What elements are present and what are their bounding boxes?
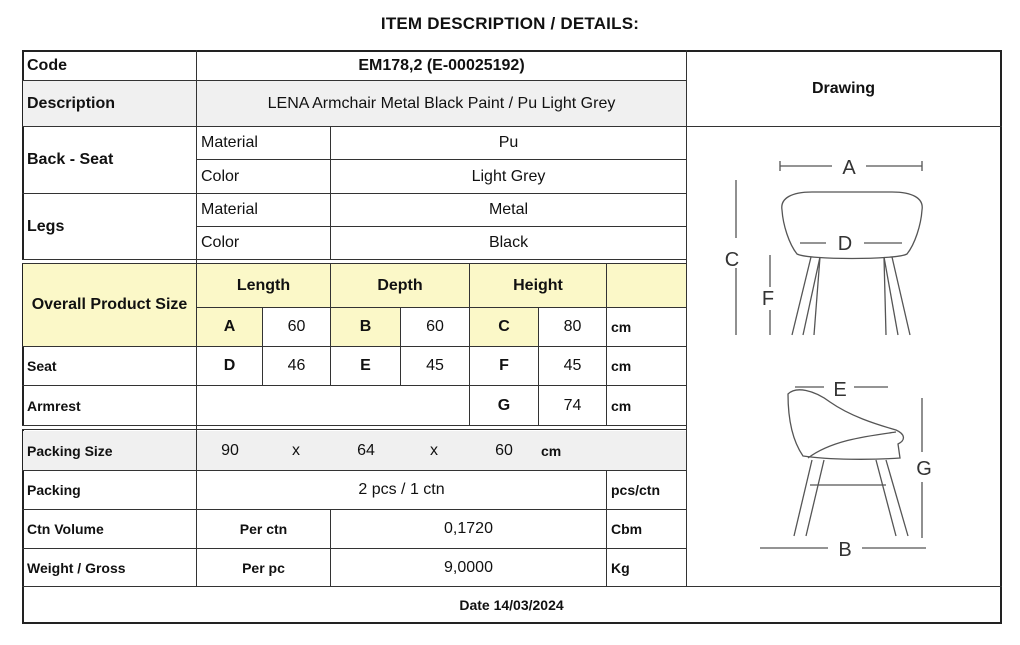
packing-width: 64 bbox=[357, 441, 375, 459]
drawing-letter-d: D bbox=[837, 233, 853, 255]
dim-f-key: F bbox=[499, 357, 509, 374]
packing-x-separator: x bbox=[430, 441, 438, 459]
overall-unit: cm bbox=[611, 319, 632, 335]
ctn-volume-per: Per ctn bbox=[239, 521, 288, 537]
dim-g-value: 74 bbox=[563, 396, 582, 414]
dim-b-value: 60 bbox=[426, 318, 444, 335]
dim-f-value: 45 bbox=[563, 357, 582, 374]
weight-unit: Kg bbox=[611, 559, 630, 576]
code-value: EM178,2 (E-00025192) bbox=[358, 57, 525, 74]
page-title: ITEM DESCRIPTION / DETAILS: bbox=[380, 14, 640, 33]
length-header: Length bbox=[197, 264, 330, 307]
packing-x-separator: x bbox=[292, 441, 300, 459]
code-label: Code bbox=[27, 57, 67, 74]
packing-unit: pcs/ctn bbox=[611, 482, 661, 498]
packing-height: 60 bbox=[495, 441, 513, 459]
drawing-label: Drawing bbox=[811, 80, 876, 97]
back-seat-label: Back - Seat bbox=[27, 151, 114, 168]
ctn-volume-value: 0,1720 bbox=[444, 520, 493, 537]
back-seat-color-label: Color bbox=[201, 167, 240, 185]
column-divider bbox=[686, 50, 687, 586]
back-seat-material: Pu bbox=[498, 134, 519, 151]
dim-d-key: D bbox=[223, 357, 236, 374]
armchair-dimension-drawing bbox=[700, 140, 990, 570]
armrest-unit: cm bbox=[611, 397, 632, 414]
description-label: Description bbox=[23, 81, 196, 126]
legs-color: Black bbox=[488, 234, 529, 251]
depth-header: Depth bbox=[331, 264, 469, 307]
dim-c-value: 80 bbox=[563, 318, 582, 335]
packing-label: Packing bbox=[27, 482, 81, 498]
description-value: LENA Armchair Metal Black Paint / Pu Light Grey bbox=[197, 81, 686, 126]
drawing-letter-a: A bbox=[842, 157, 856, 179]
weight-per: Per pc bbox=[242, 559, 285, 576]
dim-e-value: 45 bbox=[426, 357, 444, 374]
drawing-letter-g: G bbox=[916, 458, 932, 480]
armrest-label: Armrest bbox=[27, 397, 81, 414]
drawing-letter-e: E bbox=[833, 379, 847, 401]
ctn-volume-label: Ctn Volume bbox=[27, 521, 104, 537]
date-footer: Date 14/03/2024 bbox=[459, 596, 564, 613]
packing-size-label: Packing Size bbox=[23, 431, 196, 470]
drawing-letter-b: B bbox=[838, 539, 852, 561]
seat-label: Seat bbox=[27, 358, 57, 374]
dim-a-key: A bbox=[197, 308, 262, 346]
legs-label: Legs bbox=[27, 217, 65, 235]
seat-unit: cm bbox=[611, 358, 632, 374]
dim-c-key: C bbox=[470, 308, 538, 346]
packing-length: 90 bbox=[221, 441, 239, 459]
legs-color-label: Color bbox=[201, 234, 240, 251]
drawing-letter-f: F bbox=[761, 288, 775, 310]
dim-e-key: E bbox=[360, 357, 371, 374]
weight-value: 9,0000 bbox=[444, 558, 493, 576]
dim-g-key: G bbox=[497, 396, 511, 414]
unit-header-blank bbox=[607, 264, 686, 307]
back-seat-material-label: Material bbox=[201, 134, 258, 151]
weight-label: Weight / Gross bbox=[27, 559, 126, 576]
dim-a-value: 60 bbox=[287, 318, 306, 335]
ctn-volume-unit: Cbm bbox=[611, 521, 643, 537]
packing-value: 2 pcs / 1 ctn bbox=[358, 481, 445, 498]
height-header: Height bbox=[470, 264, 606, 307]
packing-size-unit: cm bbox=[541, 442, 562, 459]
section-separator bbox=[22, 425, 686, 430]
back-seat-color: Light Grey bbox=[471, 167, 546, 185]
legs-material-label: Material bbox=[201, 201, 258, 218]
dim-b-key: B bbox=[331, 308, 400, 346]
overall-size-label: Overall Product Size bbox=[23, 264, 196, 346]
drawing-letter-c: C bbox=[724, 249, 740, 271]
chair-side-view bbox=[760, 387, 926, 548]
legs-material: Metal bbox=[488, 201, 529, 218]
dim-d-value: 46 bbox=[287, 357, 306, 374]
